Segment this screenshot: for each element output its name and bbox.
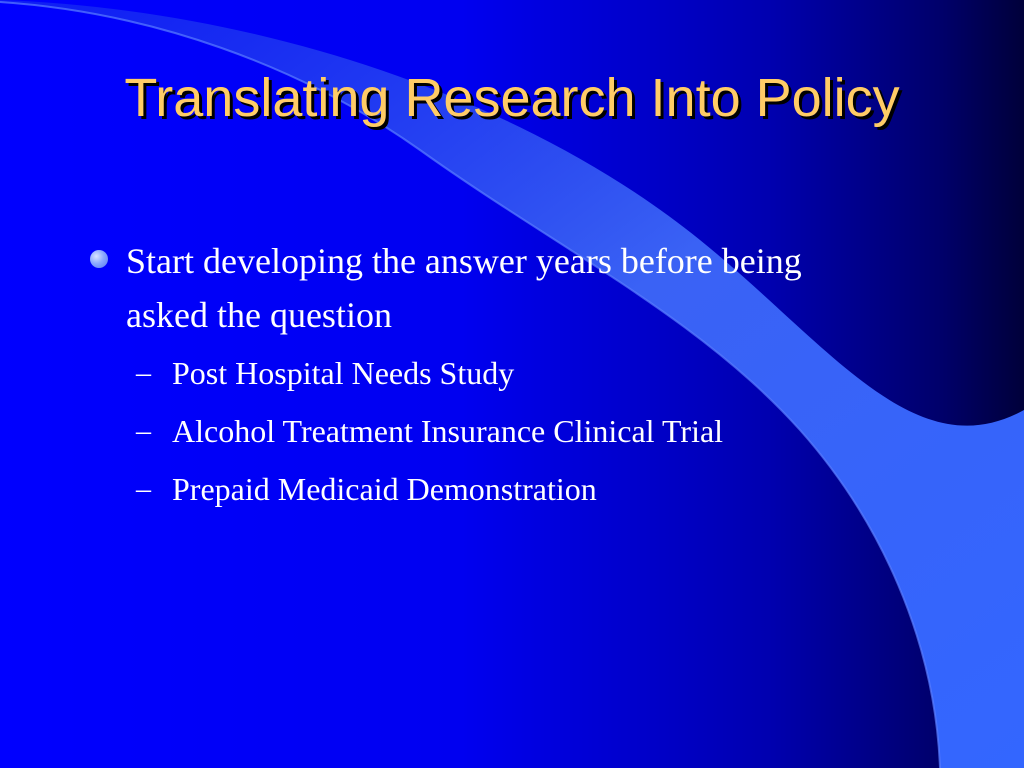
sub-bullet-item <box>126 344 888 402</box>
bullet-item <box>88 234 888 518</box>
sub-bullet-item <box>126 460 888 518</box>
dash-icon: – <box>136 414 151 447</box>
sub-bullet-text: Alcohol Treatment Insurance Clinical Trial <box>172 413 724 449</box>
sub-bullet-list <box>126 344 888 518</box>
sub-bullet-text: Post Hospital Needs Study <box>172 355 515 391</box>
slide-title: Translating Research Into Policy <box>124 68 900 128</box>
dash-icon: – <box>136 356 151 389</box>
bullet-text: Start developing the answer years before being asked the question <box>126 241 802 335</box>
sub-bullet-item <box>126 402 888 460</box>
sub-bullet-text: Prepaid Medicaid Demonstration <box>172 471 597 507</box>
round-bullet-icon <box>90 250 108 268</box>
dash-icon: – <box>136 472 151 505</box>
bullet-list <box>88 234 888 518</box>
